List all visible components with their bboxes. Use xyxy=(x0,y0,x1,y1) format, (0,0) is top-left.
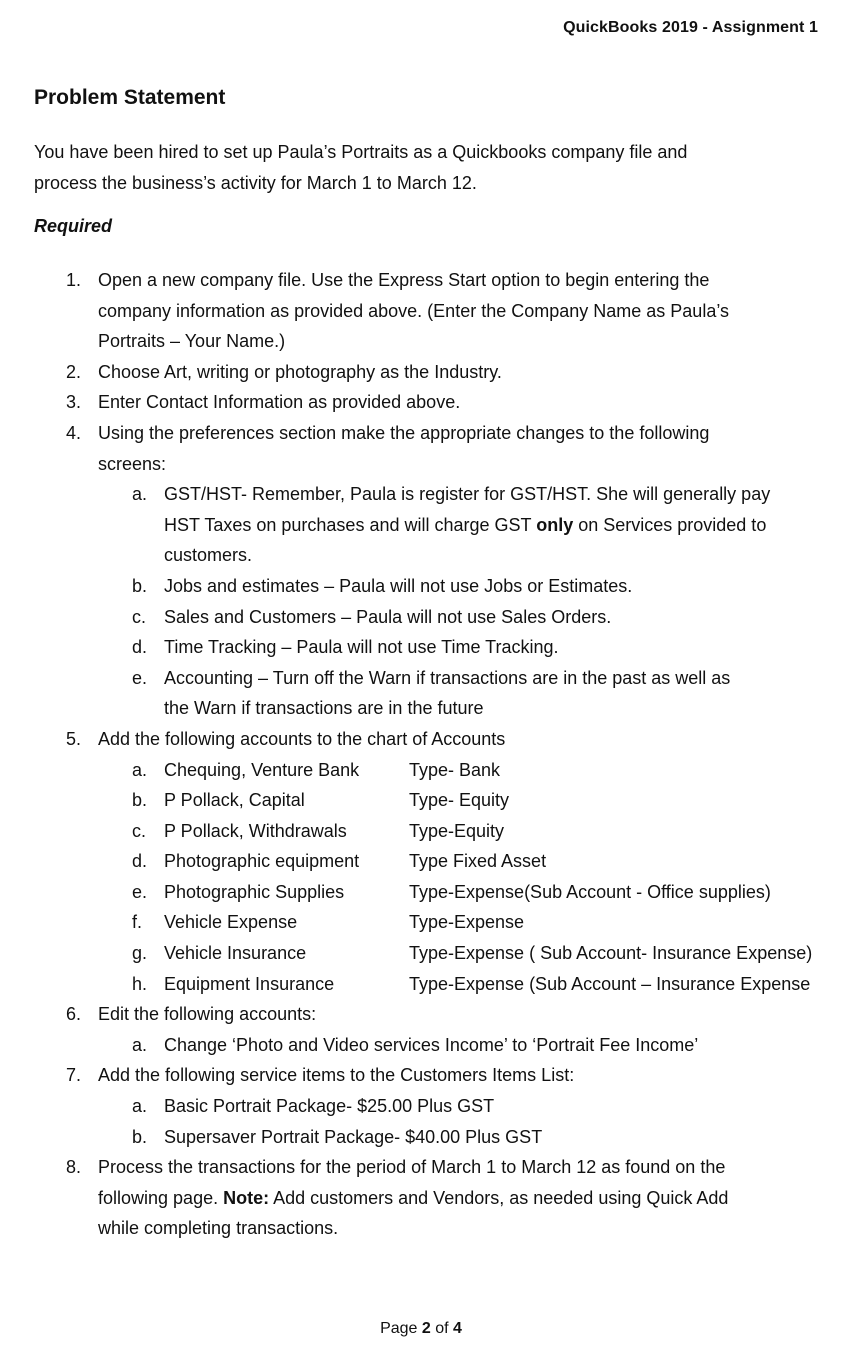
step-number: 5. xyxy=(66,728,82,749)
sub-item-letter: f. xyxy=(132,912,143,933)
step-number: 4. xyxy=(66,422,82,443)
step-number: 7. xyxy=(66,1065,82,1086)
step-text: Add the following accounts to the chart of Accounts xyxy=(98,728,506,749)
step-text: Open a new company file. Use the Express Start option to begin entering the xyxy=(98,270,710,290)
step-text: Using the preferences section make the appropriate changes to the following xyxy=(98,422,710,443)
sub-item-letter: a. xyxy=(132,1096,148,1117)
account-name: P Pollack, Capital xyxy=(164,790,305,811)
step-text: company information as provided above. (Enter the Company Name as Paula’s xyxy=(98,300,730,321)
text-run: on Services provided to xyxy=(573,514,767,535)
sub-item-text xyxy=(164,510,766,541)
account-type: Type-Equity xyxy=(409,820,505,841)
required-label: Required xyxy=(34,216,113,236)
list-item-step-3 xyxy=(0,387,842,418)
sub-item-text: the Warn if transactions are in the future xyxy=(164,698,484,719)
list-item-step-1 xyxy=(0,265,842,296)
bold-emphasis: only xyxy=(536,514,574,535)
list-item-step-4 xyxy=(0,418,842,449)
footer-page-total: 4 xyxy=(453,1320,462,1337)
sub-item-text: Jobs and estimates – Paula will not use Jobs or Estimates. xyxy=(164,575,633,596)
sub-item-letter: d. xyxy=(132,637,148,658)
account-name: Equipment Insurance xyxy=(164,973,335,994)
intro-line: process the business’s activity for March 1 to March 12. xyxy=(34,172,477,193)
step-continuation xyxy=(0,326,842,357)
account-row xyxy=(0,969,842,1000)
sub-item-letter: c. xyxy=(132,820,147,841)
account-name: Photographic Supplies xyxy=(164,881,345,902)
sub-item-letter: b. xyxy=(132,575,148,596)
sub-item-letter: b. xyxy=(132,1126,148,1147)
text-run: following page. xyxy=(98,1187,224,1208)
sub-item-letter: a. xyxy=(132,1034,148,1055)
sub-item-text: Supersaver Portrait Package- $40.00 Plus GST xyxy=(164,1126,543,1147)
problem-statement-heading: Problem Statement xyxy=(34,86,226,109)
intro-paragraph xyxy=(34,137,814,198)
sub-item-text: Sales and Customers – Paula will not use Sales Orders. xyxy=(164,606,612,627)
account-name: Chequing, Venture Bank xyxy=(164,759,360,780)
sub-item-letter: d. xyxy=(132,851,148,872)
footer-of-word: of xyxy=(430,1320,454,1337)
list-item-step-5 xyxy=(0,724,842,755)
sub-item-continuation xyxy=(0,693,842,724)
sub-item-6a xyxy=(0,1030,842,1061)
sub-item-letter: h. xyxy=(132,973,148,994)
sub-item-text: Time Tracking – Paula will not use Time Tracking. xyxy=(164,637,559,658)
page-header: QuickBooks 2019 - Assignment 1 xyxy=(563,19,818,36)
step-text: screens: xyxy=(98,453,167,474)
account-row xyxy=(0,877,842,908)
sub-item-text: customers. xyxy=(164,545,253,566)
sub-item-4c xyxy=(0,602,842,633)
text-run: Add customers and Vendors, as needed using Quick Add xyxy=(269,1187,729,1208)
sub-item-letter: g. xyxy=(132,943,148,964)
sub-item-letter: c. xyxy=(132,606,147,627)
sub-item-letter: e. xyxy=(132,881,148,902)
account-type: Type-Expense(Sub Account - Office supplies) xyxy=(409,881,771,902)
footer-page-word: Page xyxy=(380,1320,422,1337)
step-number: 8. xyxy=(66,1157,82,1178)
account-row xyxy=(0,755,842,786)
account-name: Photographic equipment xyxy=(164,851,360,872)
sub-item-text: GST/HST- Remember, Paula is register for GST/HST. She will generally pay xyxy=(164,484,771,505)
sub-item-text: Basic Portrait Package- $25.00 Plus GST xyxy=(164,1096,495,1117)
page-footer xyxy=(0,1320,842,1338)
step-text: Portraits – Your Name.) xyxy=(98,331,286,352)
instructions-list xyxy=(0,265,842,1244)
account-name: Vehicle Insurance xyxy=(164,943,307,964)
sub-item-continuation xyxy=(0,540,842,571)
sub-item-4a xyxy=(0,479,842,510)
sub-item-7a xyxy=(0,1091,842,1122)
account-type: Type-Expense xyxy=(409,912,525,933)
account-type: Type- Equity xyxy=(409,790,510,811)
list-item-step-6 xyxy=(0,999,842,1030)
account-row xyxy=(0,938,842,969)
account-type: Type Fixed Asset xyxy=(409,851,547,872)
step-number: 1. xyxy=(66,270,82,290)
sub-item-continuation xyxy=(0,510,842,541)
sub-item-letter: a. xyxy=(132,484,148,505)
text-run: HST Taxes on purchases and will charge GST xyxy=(164,514,537,535)
step-continuation xyxy=(0,1213,842,1244)
account-row xyxy=(0,785,842,816)
sub-item-letter: a. xyxy=(132,759,148,780)
sub-item-text: Accounting – Turn off the Warn if transactions are in the past as well as xyxy=(164,667,731,688)
account-type: Type-Expense ( Sub Account- Insurance Expense) xyxy=(409,943,813,964)
step-text: Process the transactions for the period of March 1 to March 12 as found on the xyxy=(98,1157,726,1178)
list-item-step-2 xyxy=(0,357,842,388)
account-row xyxy=(0,816,842,847)
step-text: Choose Art, writing or photography as the Industry. xyxy=(98,361,502,382)
step-text xyxy=(98,1183,728,1214)
step-number: 2. xyxy=(66,361,82,382)
sub-item-text: Change ‘Photo and Video services Income’ to ‘Portrait Fee Income’ xyxy=(164,1034,699,1055)
step-text: Enter Contact Information as provided above. xyxy=(98,392,461,413)
step-continuation xyxy=(0,1183,842,1214)
step-continuation xyxy=(0,449,842,480)
sub-item-4b xyxy=(0,571,842,602)
step-text: Edit the following accounts: xyxy=(98,1004,317,1025)
account-type: Type- Bank xyxy=(409,759,501,780)
sub-item-letter: e. xyxy=(132,667,148,688)
step-number: 3. xyxy=(66,392,82,413)
step-continuation xyxy=(0,296,842,327)
account-name: Vehicle Expense xyxy=(164,912,298,933)
sub-item-letter: b. xyxy=(132,790,148,811)
sub-item-4e xyxy=(0,663,842,694)
account-type: Type-Expense (Sub Account – Insurance Expense xyxy=(409,973,811,994)
account-row xyxy=(0,846,842,877)
step-text: Add the following service items to the Customers Items List: xyxy=(98,1065,575,1086)
list-item-step-8 xyxy=(0,1152,842,1183)
note-label: Note: xyxy=(223,1187,270,1208)
intro-line: You have been hired to set up Paula’s Portraits as a Quickbooks company file and xyxy=(34,142,688,162)
footer-page-number: 2 xyxy=(421,1320,431,1337)
sub-item-7b xyxy=(0,1122,842,1153)
sub-item-4d xyxy=(0,632,842,663)
list-item-step-7 xyxy=(0,1060,842,1091)
account-row xyxy=(0,907,842,938)
step-text: while completing transactions. xyxy=(98,1218,339,1239)
account-name: P Pollack, Withdrawals xyxy=(164,820,347,841)
step-number: 6. xyxy=(66,1004,82,1025)
